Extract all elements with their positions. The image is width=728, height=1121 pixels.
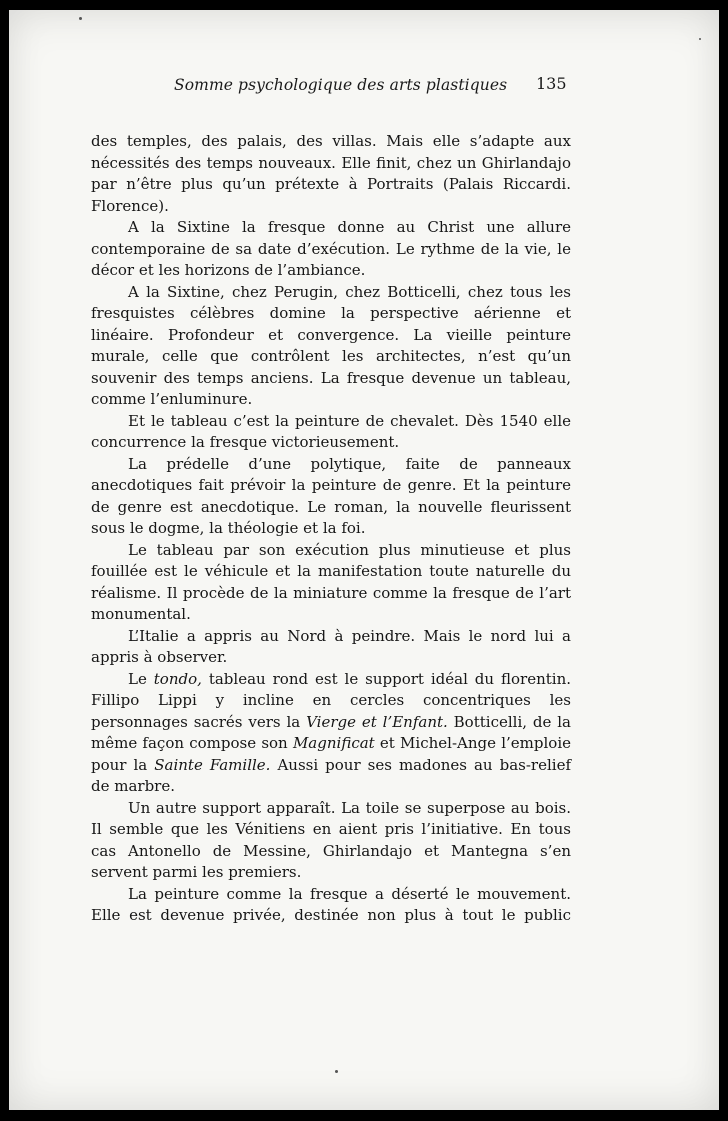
paragraph: Le tableau par son exécution plus minutieuse et plus fouillée est le véhicule et la manifestation toute naturelle du réalisme. Il procède de la miniature comme la fresque de l’art monumental. bbox=[91, 540, 571, 623]
paragraph-with-italics bbox=[91, 669, 571, 798]
paragraph: La prédelle d’une polytique, faite de panneaux anecdotiques fait prévoir la peinture de genre. Et la peinture de genre est anecdotique. Le roman, la nouvelle fleurissent sous le dogme, la théologie et la foi. bbox=[91, 454, 571, 537]
book-page bbox=[9, 10, 719, 1110]
italic-title: Magnificat bbox=[292, 734, 375, 752]
body-text bbox=[91, 131, 571, 927]
page-number: 135 bbox=[536, 74, 567, 93]
paragraph: La peinture comme la fresque a déserté le mouvement. Elle est devenue privée, destinée non plus à tout le public bbox=[91, 884, 571, 924]
italic-title: Sainte Famille. bbox=[154, 755, 271, 774]
print-speck bbox=[79, 17, 82, 20]
paragraph: des temples, des palais, des villas. Mais elle s’adapte aux nécessités des temps nouveaux. Elle finit, chez un Ghirlandajo par n’être plus qu’un prétexte à Portraits (Palais Riccardi. Florence). bbox=[91, 132, 571, 215]
paragraph: Et le tableau c’est la peinture de chevalet. Dès 1540 elle concurrence la fresque victorieusement. bbox=[91, 411, 571, 451]
paragraph: A la Sixtine, chez Perugin, chez Botticelli, chez tous les fresquistes célèbres domine la perspective aérienne et linéaire. Profondeur et convergence. La vieille peinture murale, celle que contrôlent les architectes, n’est qu’un souvenir des temps anciens. La fresque devenue un tableau, comme l’enluminure. bbox=[91, 282, 571, 408]
paragraph: A la Sixtine la fresque donne au Christ une allure contemporaine de sa date d’exécution. Le rythme de la vie, le décor et les horizons de l’ambiance. bbox=[91, 218, 571, 279]
paragraph: L’Italie a appris au Nord à peindre. Mais le nord lui a appris à observer. bbox=[91, 626, 571, 666]
page-header bbox=[9, 76, 719, 98]
paragraph: Un autre support apparaît. La toile se superpose au bois. Il semble que les Vénitiens en aient pris l’initiative. En tous cas Antonello de Messine, Ghirlandajo et Mantegna s’en servent parmi les premiers. bbox=[91, 798, 571, 881]
text-segment: Aussi pour ses madones au bas-relief de marbre. bbox=[91, 755, 571, 795]
text-segment: et Michel-Ange l’emploie pour la bbox=[91, 734, 571, 774]
text-segment: Botticelli, de la même façon compose son bbox=[91, 712, 571, 752]
running-title: Somme psychologique des arts plastiques bbox=[174, 76, 508, 94]
italic-term: tondo, bbox=[153, 669, 202, 688]
text-segment: tableau rond est le support idéal du florentin. Fillipo Lippi y incline en cercles concentriques les personnages sacrés vers la bbox=[91, 669, 572, 731]
print-speck bbox=[699, 38, 701, 40]
print-speck bbox=[335, 1070, 338, 1073]
italic-title: Vierge et l’Enfant. bbox=[306, 712, 448, 731]
text-segment: Le bbox=[128, 669, 154, 688]
